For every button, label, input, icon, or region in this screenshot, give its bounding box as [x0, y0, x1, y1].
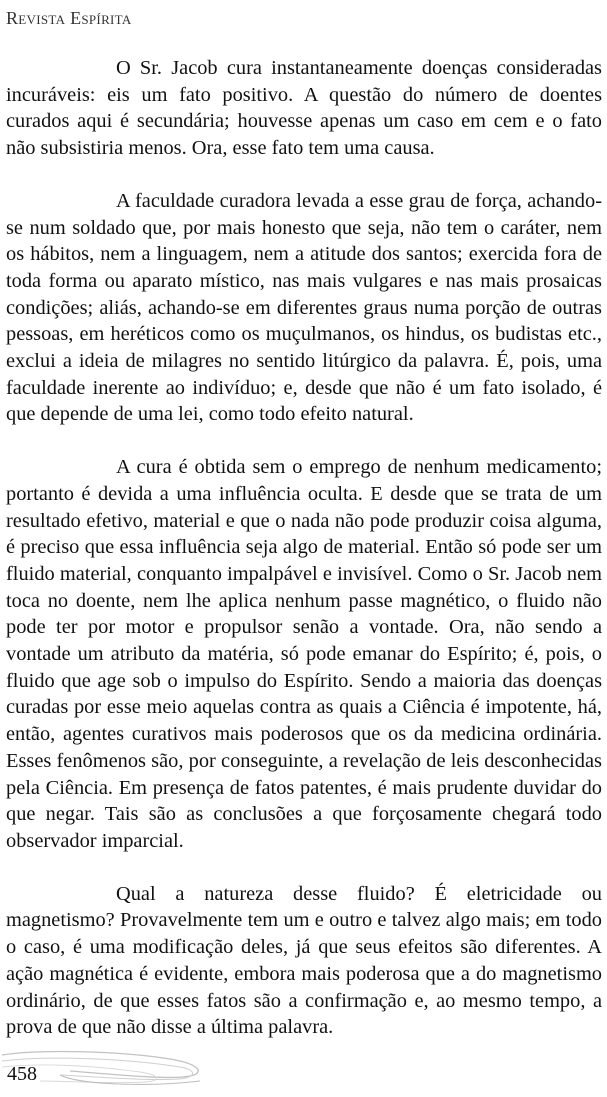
paragraph-4: Qual a natureza desse fluido? É eletricidade ou magnetismo? Provavelmente tem um e outro e talvez algo mais; em todo o caso, é uma modificação deles, já que seus efeitos são diferentes. A ação magnética é evidente, embora mais poderosa que a do magnetismo ordinário, de que esses fatos são a confirmação e, ao mesmo tempo, a prova de que não disse a última palavra.: [6, 882, 602, 1039]
page-number: 458: [7, 1063, 37, 1085]
paragraph-1: O Sr. Jacob cura instantaneamente doenças consideradas incuráveis: eis um fato positivo. A questão do número de doentes curados aqui é secundária; houvesse apenas um caso em cem e o fato não subsistiria menos. Ora, esse fato tem uma causa.: [6, 57, 602, 160]
page-body: [6, 55, 602, 1067]
running-header: Revista Espírita: [6, 8, 132, 28]
paragraph-2: A faculdade curadora levada a esse grau de força, achando-se num soldado que, por mais honesto que seja, não tem o caráter, nem os hábitos, nem a linguagem, nem a atitude dos santos; exercida fora de toda forma ou aparato místico, nas mais vulgares e nas mais prosaicas condições; aliás, achando-se em diferentes graus numa porção de outras pessoas, em heréticos como os muçulmanos, os hindus, os budistas etc., exclui a ideia de milagres no sentido litúrgico da palavra. É, pois, uma faculdade inerente ao indivíduo; e, desde que não é um fato isolado, é que depende de uma lei, como todo efeito natural.: [6, 189, 602, 426]
paragraph-3: A cura é obtida sem o emprego de nenhum medicamento; portanto é devida a uma influência oculta. E desde que se trata de um resultado efetivo, material e que o nada não pode produzir coisa alguma, é preciso que essa influência seja algo de material. Então só pode ser um fluido material, conquanto impalpável e invisível. Como o Sr. Jacob nem toca no doente, nem lhe aplica nenhum passe magnético, o fluido não pode ter por motor e propulsor senão a vontade. Ora, não sendo a vontade um atributo da matéria, só pode emanar do Espírito; é, pois, o fluido que age sob o impulso do Espírito. Sendo a maioria das doenças curadas por esse meio aquelas contra as quais a Ciência é impotente, há, então, agentes curativos mais poderosos que os da medicina ordinária. Esses fenômenos são, por conseguinte, a revelação de leis desconhecidas pela Ciência. Em presença de fatos patentes, é mais prudente duvidar do que negar. Tais são as conclusões a que forçosamente chegará todo observador imparcial.: [6, 456, 602, 852]
